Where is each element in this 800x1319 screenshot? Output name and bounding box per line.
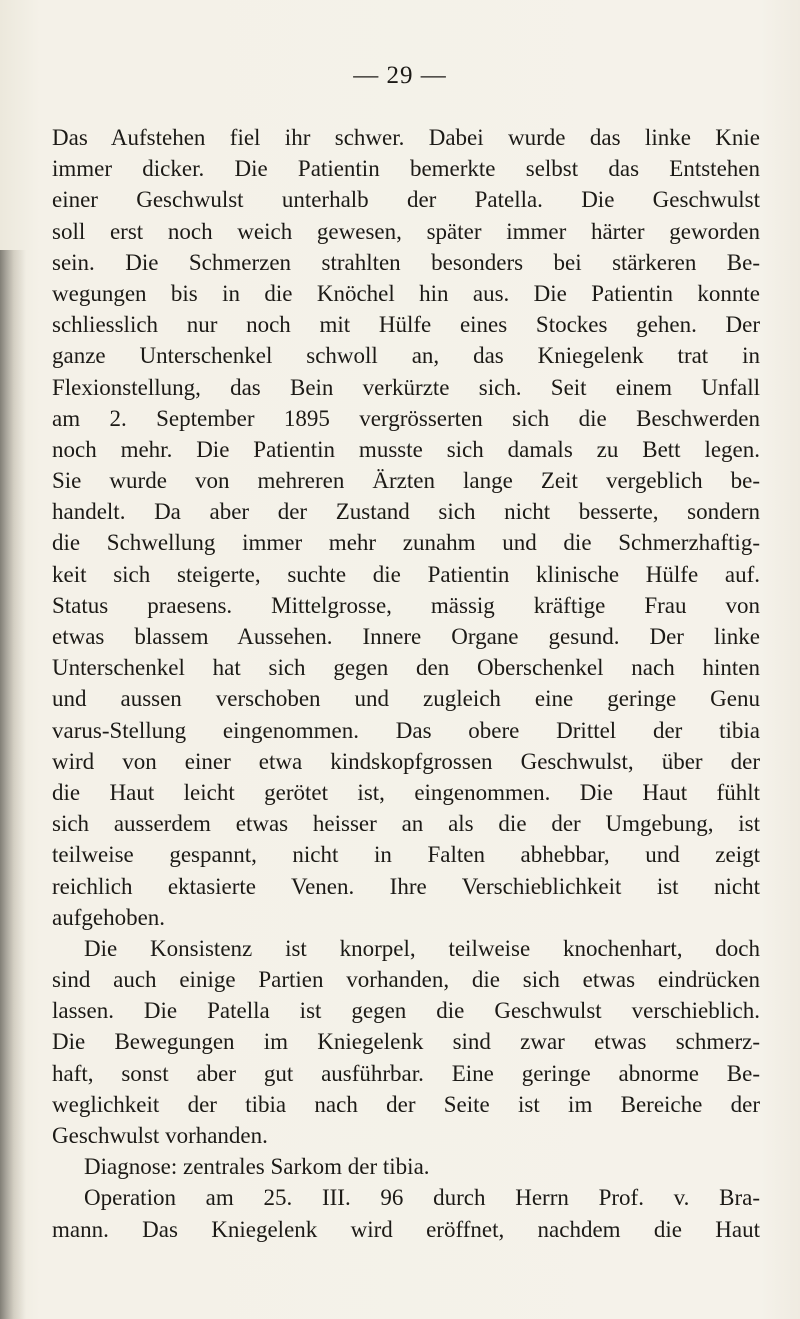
text-line: die Haut leicht gerötet ist, eingenommen. Die Haut fühlt (52, 779, 760, 805)
text-line: am 2. September 1895 vergrösserten sich die Beschwerden (52, 405, 760, 431)
text-line: immer dicker. Die Patientin bemerkte selbst das Entstehen (52, 156, 760, 182)
text-line: ganze Unterschenkel schwoll an, das Kniegelenk trat in (52, 343, 760, 369)
text-line: etwas blassem Aussehen. Innere Organe gesund. Der linke (52, 624, 760, 649)
text-line: Das Aufstehen fiel ihr schwer. Dabei wurde das linke Knie (52, 125, 760, 150)
text-line: teilweise gespannt, nicht in Falten abhebbar, und zeigt (52, 842, 760, 868)
text-line: wegungen bis in die Knöchel hin aus. Die Patientin konnte (52, 280, 760, 306)
text-line: noch mehr. Die Patientin musste sich damals zu Bett legen. (52, 436, 760, 462)
text-line: sein. Die Schmerzen strahlten besonders bei stärkeren Be- (52, 249, 760, 275)
text-line: Die Bewegungen im Kniegelenk sind zwar etwas schmerz- (52, 1029, 760, 1055)
text-line: soll erst noch weich gewesen, später immer härter geworden (52, 218, 760, 244)
text-line: mann. Das Kniegelenk wird eröffnet, nachdem die Haut (52, 1216, 760, 1242)
page-binding-shadow (0, 250, 26, 1319)
text-line: Sie wurde von mehreren Ärzten lange Zeit vergeblich be- (52, 468, 760, 494)
text-line: die Schwellung immer mehr zunahm und die Schmerzhaftig- (52, 530, 760, 556)
text-line: haft, sonst aber gut ausführbar. Eine geringe abnorme Be- (52, 1060, 760, 1086)
text-line: einer Geschwulst unterhalb der Patella. Die Geschwulst (52, 187, 760, 213)
text-line: varus-Stellung eingenommen. Das obere Drittel der tibia (52, 717, 760, 743)
text-line: aufgehoben. (52, 904, 166, 930)
text-line: keit sich steigerte, suchte die Patientin klinische Hülfe auf. (52, 561, 760, 587)
text-line: lassen. Die Patella ist gegen die Geschwulst verschieblich. (52, 998, 760, 1024)
text-line: reichlich ektasierte Venen. Ihre Verschieblichkeit ist nicht (52, 873, 760, 899)
text-line: und aussen verschoben und zugleich eine geringe Genu (52, 686, 760, 712)
text-line: Operation am 25. III. 96 durch Herrn Prof. v. Bra- (84, 1185, 760, 1211)
page-number: — 29 — (353, 62, 447, 89)
text-line: Geschwulst vorhanden. (52, 1123, 268, 1148)
text-line: weglichkeit der tibia nach der Seite ist im Bereiche der (52, 1091, 760, 1117)
text-line: Flexionstellung, das Bein verkürzte sich. Seit einem Unfall (52, 374, 760, 400)
text-line: wird von einer etwa kindskopfgrossen Geschwulst, über der (52, 748, 760, 774)
text-line: Diagnose: zentrales Sarkom der tibia. (84, 1154, 430, 1180)
text-line: handelt. Da aber der Zustand sich nicht besserte, sondern (52, 499, 760, 525)
text-line: Status praesens. Mittelgrosse, mässig kräftige Frau von (52, 592, 760, 618)
text-line: schliesslich nur noch mit Hülfe eines Stockes gehen. Der (52, 312, 760, 338)
text-line: Die Konsistenz ist knorpel, teilweise knochenhart, doch (84, 935, 760, 961)
text-line: sich ausserdem etwas heisser an als die der Umgebung, ist (52, 811, 760, 837)
body-text (52, 122, 760, 1245)
text-line: Unterschenkel hat sich gegen den Oberschenkel nach hinten (52, 655, 760, 681)
text-line: sind auch einige Partien vorhanden, die sich etwas eindrücken (52, 967, 760, 993)
